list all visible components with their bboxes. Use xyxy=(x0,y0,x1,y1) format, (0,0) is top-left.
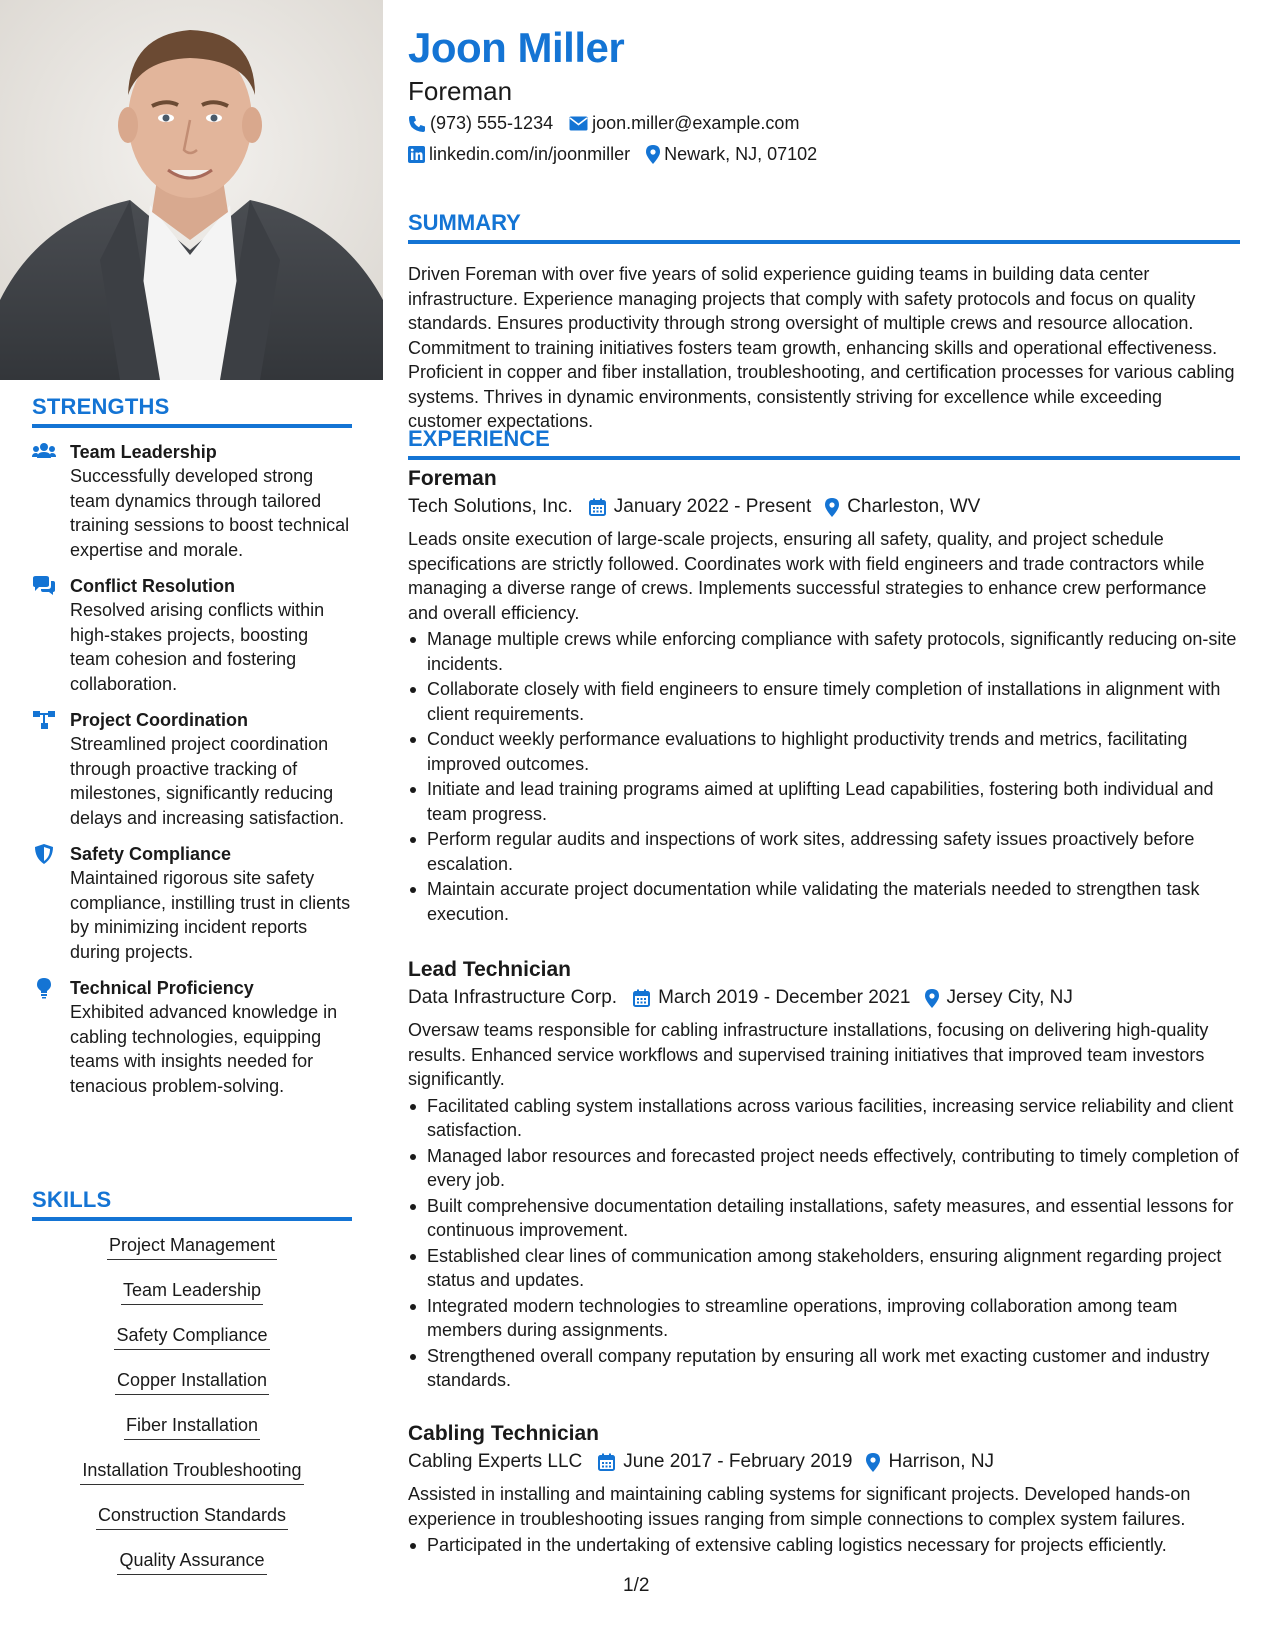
job-bullets xyxy=(408,1533,1240,1558)
skill-item: Project Management xyxy=(107,1233,277,1260)
strength-desc: Exhibited advanced knowledge in cabling technologies, equipping teams with insights needed for tenacious problem-solving. xyxy=(70,1002,338,1096)
job-location: Charleston, WV xyxy=(847,496,981,517)
job-dates: March 2019 - December 2021 xyxy=(658,987,911,1008)
linkedin-icon xyxy=(408,146,425,163)
job-bullet: Manage multiple crews while enforcing compliance with safety protocols, significantly reducing on-site incidents. xyxy=(408,627,1240,676)
job-dates: January 2022 - Present xyxy=(613,496,812,517)
comments-icon xyxy=(32,575,56,597)
summary-heading: SUMMARY xyxy=(408,210,1240,244)
users-icon xyxy=(32,441,56,463)
summary-text: Driven Foreman with over five years of solid experience guiding teams in building data center infrastructure. Experience managing projects that comply with safety protocols and focus on quality standards. Ensures productivity through strong oversight of multiple crews and resource allocation. Commitment to training initiatives fosters team growth, enhancing skills and operational effectiveness. Proficient in copper and fiber installation, troubleshooting, and certification processes for various cabling systems. Thrives in dynamic environments, consistently striving for excellence while exceeding customer expectations. xyxy=(408,264,1235,431)
sitemap-icon xyxy=(32,709,56,731)
shield-icon xyxy=(32,843,56,865)
contact-phone[interactable] xyxy=(408,113,553,134)
strength-item xyxy=(32,440,352,562)
contact-row xyxy=(408,113,815,134)
strength-title: Project Coordination xyxy=(70,710,249,730)
candidate-title: Foreman xyxy=(408,76,513,106)
job-meta xyxy=(408,984,1240,1012)
job-dates: June 2017 - February 2019 xyxy=(623,1451,853,1472)
job-meta xyxy=(408,1448,1240,1476)
location-text: Newark, NJ, 07102 xyxy=(664,144,818,164)
strength-desc: Maintained rigorous site safety compliance, instilling trust in clients by minimizing incident reports during projects. xyxy=(70,868,351,962)
skill-item: Quality Assurance xyxy=(117,1548,266,1575)
contact-email[interactable] xyxy=(569,113,799,134)
strength-title: Technical Proficiency xyxy=(70,978,254,998)
strength-item xyxy=(32,708,352,830)
location-pin-icon xyxy=(825,498,839,517)
job-bullets xyxy=(408,1094,1240,1393)
strength-title: Team Leadership xyxy=(70,442,217,462)
job-company: Tech Solutions, Inc. xyxy=(408,496,573,517)
job-entry xyxy=(408,956,1240,1394)
strength-item xyxy=(32,976,352,1098)
job-bullet: Collaborate closely with field engineers to ensure timely completion of installations in alignment with client requirements. xyxy=(408,677,1240,726)
contact-row xyxy=(408,144,833,165)
linkedin-text: linkedin.com/in/joonmiller xyxy=(429,144,631,164)
phone-text: (973) 555-1234 xyxy=(430,113,554,133)
job-bullet: Participated in the undertaking of extensive cabling logistics necessary for projects efficiently. xyxy=(408,1533,1240,1558)
job-location: Harrison, NJ xyxy=(888,1451,995,1472)
strength-item xyxy=(32,842,352,964)
strength-item xyxy=(32,574,352,696)
experience-heading: EXPERIENCE xyxy=(408,426,1240,460)
sidebar xyxy=(0,0,383,1650)
job-description: Assisted in installing and maintaining cabling systems for significant projects. Developed hands-on experience in troubleshooting issues ranging from simple connections to complex system failures. xyxy=(408,1484,1191,1529)
job-bullet: Conduct weekly performance evaluations to highlight productivity trends and metrics, facilitating improved outcomes. xyxy=(408,727,1240,776)
strength-desc: Streamlined project coordination through proactive tracking of milestones, significantly reducing delays and increasing satisfaction. xyxy=(70,734,345,828)
skill-item: Installation Troubleshooting xyxy=(80,1458,303,1485)
strength-title: Safety Compliance xyxy=(70,844,232,864)
job-bullet: Integrated modern technologies to streamline operations, improving collaboration among team members during assignments. xyxy=(408,1294,1240,1343)
calendar-icon xyxy=(589,498,606,516)
skills-heading: SKILLS xyxy=(32,1187,352,1221)
profile-photo xyxy=(0,0,383,380)
job-bullet: Perform regular audits and inspections of work sites, addressing safety issues proactively before escalation. xyxy=(408,827,1240,876)
skills-list xyxy=(32,1233,352,1593)
job-role: Foreman xyxy=(408,467,497,490)
calendar-icon xyxy=(633,989,650,1007)
job-bullet: Maintain accurate project documentation while validating the materials needed to strengthen task execution. xyxy=(408,877,1240,926)
job-company: Cabling Experts LLC xyxy=(408,1451,583,1472)
job-entry xyxy=(408,465,1240,927)
job-description: Leads onsite execution of large-scale projects, ensuring all safety, quality, and project schedule specifications are strictly followed. Coordinates work with field engineers and trade contractors while managing a diverse range of crews. Implements successful strategies to enhance crew performance and overall efficiency. xyxy=(408,529,1207,623)
phone-icon xyxy=(408,115,426,133)
job-bullet: Established clear lines of communication among stakeholders, ensuring alignment regarding project status and updates. xyxy=(408,1244,1240,1293)
job-description: Oversaw teams responsible for cabling infrastructure installations, focusing on delivering high-quality results. Enhanced service workflows and supervised training initiatives that improved team investors significantly. xyxy=(408,1020,1209,1089)
job-bullet: Managed labor resources and forecasted project needs effectively, contributing to timely completion of every job. xyxy=(408,1144,1240,1193)
job-location: Jersey City, NJ xyxy=(946,987,1073,1008)
job-bullet: Strengthened overall company reputation by ensuring all work met exacting customer and industry standards. xyxy=(408,1344,1240,1393)
strengths-heading: STRENGTHS xyxy=(32,394,352,428)
skill-item: Safety Compliance xyxy=(114,1323,269,1350)
skill-item: Fiber Installation xyxy=(124,1413,260,1440)
job-company: Data Infrastructure Corp. xyxy=(408,987,618,1008)
skills-section xyxy=(32,1187,352,1593)
strengths-section xyxy=(32,394,352,1098)
contact-location xyxy=(646,144,817,165)
skill-item: Copper Installation xyxy=(115,1368,269,1395)
strength-desc: Successfully developed strong team dynamics through tailored training sessions to boost technical expertise and morale. xyxy=(70,466,350,560)
skill-item: Team Leadership xyxy=(121,1278,263,1305)
job-bullets xyxy=(408,627,1240,926)
location-pin-icon xyxy=(646,145,660,164)
job-bullet: Facilitated cabling system installations across various facilities, increasing service reliability and client satisfaction. xyxy=(408,1094,1240,1143)
job-role: Lead Technician xyxy=(408,958,571,981)
job-role: Cabling Technician xyxy=(408,1422,599,1445)
strength-desc: Resolved arising conflicts within high-stakes projects, boosting team cohesion and fostering collaboration. xyxy=(70,600,325,694)
job-bullet: Initiate and lead training programs aimed at uplifting Lead capabilities, fostering both individual and team progress. xyxy=(408,777,1240,826)
location-pin-icon xyxy=(866,1453,880,1472)
skill-item: Construction Standards xyxy=(96,1503,288,1530)
job-meta xyxy=(408,493,1240,521)
email-text: joon.miller@example.com xyxy=(592,113,800,133)
lightbulb-icon xyxy=(32,977,56,999)
location-pin-icon xyxy=(925,989,939,1008)
calendar-icon xyxy=(598,1453,615,1471)
envelope-icon xyxy=(569,116,588,131)
job-bullet: Built comprehensive documentation detailing installations, safety measures, and essential lessons for continuous improvement. xyxy=(408,1194,1240,1243)
page-number: 1/2 xyxy=(623,1575,650,1596)
contact-linkedin[interactable] xyxy=(408,144,630,165)
candidate-name: Joon Miller xyxy=(408,24,625,71)
job-entry xyxy=(408,1420,1240,1559)
strength-title: Conflict Resolution xyxy=(70,576,235,596)
